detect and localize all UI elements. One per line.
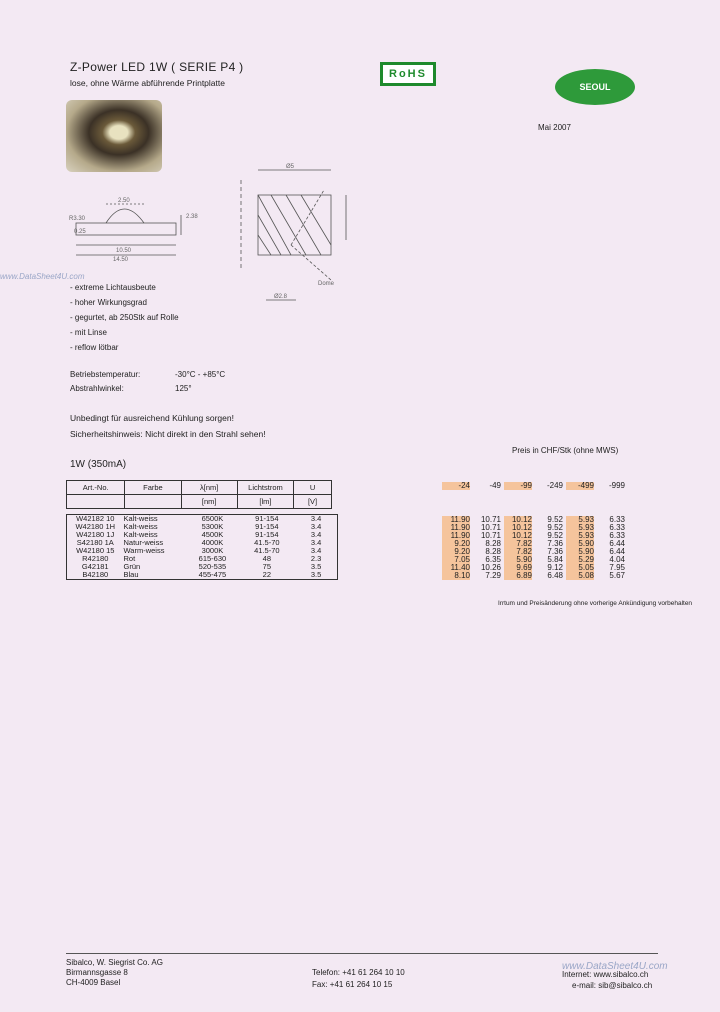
price-cell: 6.35 [485, 555, 501, 564]
svg-text:Ø5: Ø5 [286, 164, 295, 170]
cell-flux: 22 [262, 570, 272, 579]
price-cell: 10.71 [480, 523, 501, 532]
cell-volt: 3.4 [310, 530, 322, 539]
cell-flux: 91-154 [255, 514, 279, 523]
cell-color: Blau [123, 570, 139, 579]
cell-lambda: 615-630 [198, 554, 227, 563]
price-cell: 11.40 [442, 564, 470, 572]
cell-flux: 91-154 [255, 530, 279, 539]
cell-lambda: 4500K [201, 530, 224, 539]
price-cell: 7.82 [504, 548, 532, 556]
led-photo [66, 100, 162, 172]
seoul-logo: SEOUL [555, 69, 635, 105]
svg-text:2.50: 2.50 [118, 198, 130, 204]
feature-item: - gegurtet, ab 250Stk auf Rolle [70, 313, 179, 322]
cell-flux: 75 [262, 562, 272, 571]
footer-watermark: www.DataSheet4U.com [562, 961, 668, 972]
cell-flux: 91-154 [255, 522, 279, 531]
price-cell: 10.71 [480, 531, 501, 540]
price-cell: 9.52 [547, 531, 563, 540]
price-cell: 5.67 [609, 571, 625, 580]
cell-lambda: 520-535 [198, 562, 227, 571]
price-cell: 7.36 [547, 539, 563, 548]
cell-color: Kalt-weiss [123, 514, 158, 523]
col-flux-unit: [lm] [237, 495, 293, 509]
footer-fax: Fax: +41 61 264 10 15 [312, 980, 393, 989]
price-cell: 9.20 [442, 548, 470, 556]
cell-volt: 3.4 [310, 546, 322, 555]
cell-color: Kalt-weiss [123, 530, 158, 539]
price-cell: 9.52 [547, 515, 563, 524]
cell-art: W42180 1H [75, 522, 116, 531]
tier-label: -24 [442, 482, 470, 490]
page-title: Z-Power LED 1W ( SERIE P4 ) [70, 60, 244, 74]
svg-text:14.50: 14.50 [113, 257, 129, 263]
price-cell: 5.84 [547, 555, 563, 564]
cell-volt: 2.3 [310, 554, 322, 563]
price-cell: 5.90 [566, 540, 594, 548]
col-color: Farbe [125, 481, 181, 495]
watermark-left: www.DataSheet4U.com [0, 272, 85, 281]
price-cell: 10.12 [504, 516, 532, 524]
footer-company [66, 958, 163, 988]
price-heading: Preis in CHF/Stk (ohne MWS) [512, 446, 619, 455]
svg-text:R3.30: R3.30 [69, 216, 86, 222]
svg-text:Ø2.8: Ø2.8 [274, 294, 288, 300]
cell-art: B42180 [82, 570, 109, 579]
price-cell: 7.05 [442, 556, 470, 564]
company-city: CH-4009 Basel [66, 978, 121, 987]
page-subtitle: lose, ohne Wärme abführende Printplatte [70, 78, 225, 88]
cell-lambda: 3000K [201, 546, 224, 555]
price-cell: 4.04 [609, 555, 625, 564]
price-cell: 5.05 [566, 564, 594, 572]
tier-label: -99 [504, 482, 532, 490]
price-cell: 10.71 [480, 515, 501, 524]
price-cell: 5.90 [566, 548, 594, 556]
price-cell: 8.28 [485, 539, 501, 548]
price-cell: 8.28 [485, 547, 501, 556]
cell-color: Warm-weiss [123, 546, 165, 555]
disclaimer: Irrtum und Preisänderung ohne vorherige Ankündigung vorbehalten [498, 600, 693, 607]
cell-volt: 3.4 [310, 514, 322, 523]
cell-lambda: 455-475 [198, 570, 227, 579]
price-cell: 6.48 [547, 571, 563, 580]
price-cell: 6.33 [609, 531, 625, 540]
features-list [70, 283, 179, 358]
col-volt: U [294, 481, 332, 495]
cell-color: Grün [123, 562, 141, 571]
price-cell: 6.44 [609, 539, 625, 548]
table-row [67, 571, 337, 579]
price-cell: 7.82 [504, 540, 532, 548]
cell-volt: 3.5 [310, 562, 322, 571]
spec-value-temperature: -30°C - +85°C [175, 370, 226, 379]
cell-lambda: 5300K [201, 522, 224, 531]
price-cell: 5.90 [504, 556, 532, 564]
product-table-body [66, 514, 338, 580]
price-cell: 10.12 [504, 532, 532, 540]
feature-item: - hoher Wirkungsgrad [70, 298, 147, 307]
spec-value-angle: 125° [175, 384, 192, 393]
price-cell: 9.12 [547, 563, 563, 572]
tier-label: -999 [608, 481, 625, 490]
price-cell: 6.33 [609, 523, 625, 532]
price-cell: 7.95 [609, 563, 625, 572]
price-cell: 7.36 [547, 547, 563, 556]
led-cross-section-drawing [236, 160, 366, 310]
quantity-tiers [442, 482, 662, 494]
price-cell: 5.93 [566, 532, 594, 540]
price-cell: 9.20 [442, 540, 470, 548]
cell-volt: 3.4 [310, 522, 322, 531]
cell-art: W42180 15 [76, 546, 115, 555]
price-cell: 6.33 [609, 515, 625, 524]
footer-phone: Telefon: +41 61 264 10 10 [312, 968, 405, 977]
tier-label: -499 [566, 482, 594, 490]
svg-text:0.25: 0.25 [74, 229, 86, 235]
feature-item: - mit Linse [70, 328, 107, 337]
cell-lambda: 4000K [201, 538, 224, 547]
svg-text:Dome: Dome [318, 281, 335, 287]
col-volt-unit: [V] [294, 495, 332, 509]
footer-internet: Internet: www.sibalco.ch [562, 970, 649, 979]
price-cell: 5.93 [566, 516, 594, 524]
tier-label: -49 [489, 481, 501, 490]
cell-lambda: 6500K [201, 514, 224, 523]
cell-volt: 3.5 [310, 570, 322, 579]
footer-email[interactable]: e-mail: sib@sibalco.ch [572, 981, 653, 990]
price-grid [442, 516, 662, 586]
section-title: 1W (350mA) [70, 459, 127, 470]
spec-label-angle: Abstrahlwinkel: [70, 384, 124, 393]
cell-art: S42180 1A [76, 538, 114, 547]
spec-label-temperature: Betriebstemperatur: [70, 370, 141, 379]
tier-label: -249 [546, 481, 563, 490]
price-cell: 8.10 [442, 572, 470, 580]
col-art-unit [67, 495, 125, 509]
price-cell: 10.12 [504, 524, 532, 532]
cell-volt: 3.4 [310, 538, 322, 547]
cell-color: Natur-weiss [123, 538, 164, 547]
date-label: Mai 2007 [538, 123, 571, 132]
svg-text:2.38: 2.38 [186, 214, 198, 220]
price-cell: 5.29 [566, 556, 594, 564]
price-cell: 11.90 [442, 524, 470, 532]
price-cell: 10.26 [480, 563, 501, 572]
feature-item: - extreme Lichtausbeute [70, 283, 156, 292]
feature-item: - reflow lötbar [70, 343, 119, 352]
price-cell: 7.29 [485, 571, 501, 580]
price-cell: 6.44 [609, 547, 625, 556]
col-art: Art.-No. [67, 481, 125, 495]
price-cell: 11.90 [442, 516, 470, 524]
cell-flux: 41.5-70 [254, 538, 280, 547]
col-lambda: λ[nm] [181, 481, 237, 495]
company-street: Birmannsgasse 8 [66, 968, 128, 977]
footer-divider [66, 953, 658, 954]
price-cell: 6.89 [504, 572, 532, 580]
col-flux: Lichtstrom [237, 481, 293, 495]
col-color-unit [125, 495, 181, 509]
safety-note: Sicherheitshinweis: Nicht direkt in den Strahl sehen! [70, 429, 266, 439]
col-lambda-unit: [nm] [181, 495, 237, 509]
rohs-badge: RoHS [380, 62, 436, 86]
cell-art: R42180 [82, 554, 109, 563]
price-cell: 5.08 [566, 572, 594, 580]
cooling-note: Unbedingt für ausreichend Kühlung sorgen! [70, 413, 234, 423]
svg-text:10.50: 10.50 [116, 248, 132, 254]
price-cell: 5.93 [566, 524, 594, 532]
price-cell: 9.52 [547, 523, 563, 532]
product-table-header [66, 480, 332, 509]
company-name: Sibalco, W. Siegrist Co. AG [66, 958, 163, 967]
cell-art: W42182 10 [76, 514, 115, 523]
price-cell: 9.69 [504, 564, 532, 572]
cell-art: W42180 1J [76, 530, 115, 539]
cell-art: G42181 [81, 562, 109, 571]
led-side-drawing [66, 190, 198, 263]
price-cell: 11.90 [442, 532, 470, 540]
cell-color: Rot [123, 554, 136, 563]
cell-flux: 48 [262, 554, 272, 563]
cell-color: Kalt-weiss [123, 522, 158, 531]
cell-flux: 41.5-70 [254, 546, 280, 555]
